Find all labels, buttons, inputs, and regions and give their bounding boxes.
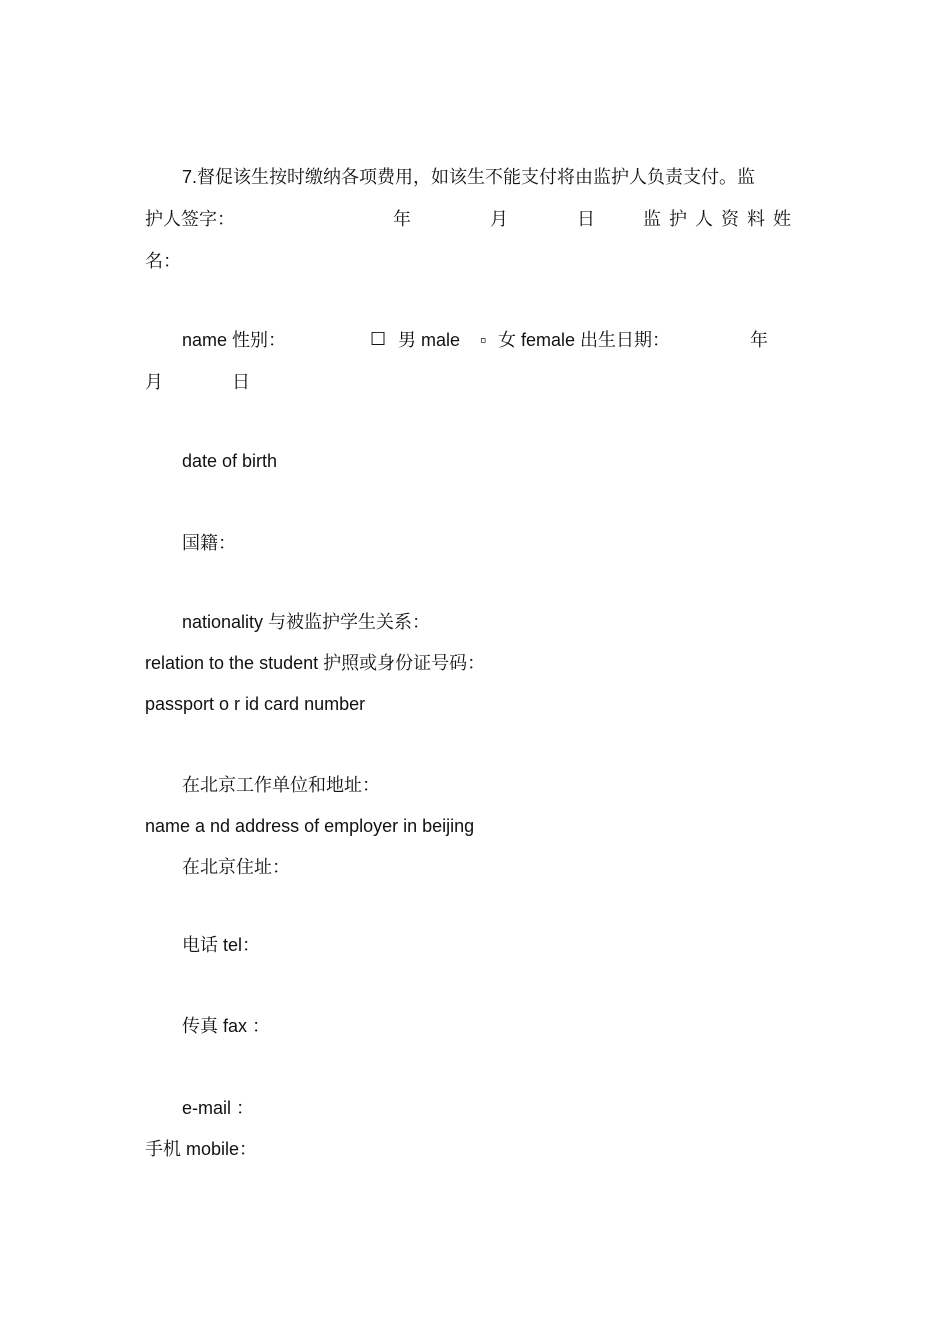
name-label-cn: 名： bbox=[145, 251, 181, 271]
checkbox-icon: ☐ bbox=[370, 329, 387, 349]
male-option-label: 男 male bbox=[398, 330, 461, 350]
employer-label-cn: 在北京工作单位和地址： bbox=[182, 775, 380, 795]
female-checkbox[interactable] bbox=[480, 329, 486, 351]
male-checkbox[interactable] bbox=[370, 328, 386, 350]
signature-month-label: 月 bbox=[490, 209, 508, 229]
dob-day-label: 日 bbox=[232, 372, 250, 392]
passport-label-en: passport o r id card number bbox=[145, 694, 366, 714]
signature-day-label: 日 bbox=[577, 209, 595, 229]
nationality-relation-label: nationality 与被监护学生关系： bbox=[182, 612, 431, 632]
female-option-and-dob-label: 女 female 出生日期： bbox=[498, 330, 671, 350]
dob-year-label: 年 bbox=[750, 330, 768, 350]
guardian-info-heading: 监护人资料姓 bbox=[643, 209, 799, 229]
dob-month-label: 月 bbox=[145, 372, 163, 392]
guardian-signature-label: 护人签字： bbox=[145, 209, 235, 229]
clause-7-line-1: 7.督促该生按时缴纳各项费用，如该生不能支付将由监护人负责支付。监 bbox=[182, 167, 756, 187]
fax-label: 传真 fax ： bbox=[182, 1016, 271, 1036]
email-label: e-mail ： bbox=[182, 1098, 255, 1118]
name-gender-label: name 性别： bbox=[182, 330, 287, 350]
dob-label-en: date of birth bbox=[182, 451, 278, 471]
nationality-label-cn: 国籍： bbox=[182, 533, 236, 553]
signature-year-label: 年 bbox=[393, 209, 411, 229]
checkbox-icon: ▫ bbox=[480, 330, 487, 350]
tel-label: 电话 tel： bbox=[182, 935, 261, 955]
employer-label-en: name a nd address of employer in beijing bbox=[145, 816, 475, 836]
relation-passport-label: relation to the student 护照或身份证号码： bbox=[145, 653, 486, 673]
mobile-label: 手机 mobile： bbox=[145, 1139, 258, 1159]
address-label-cn: 在北京住址： bbox=[182, 857, 290, 877]
